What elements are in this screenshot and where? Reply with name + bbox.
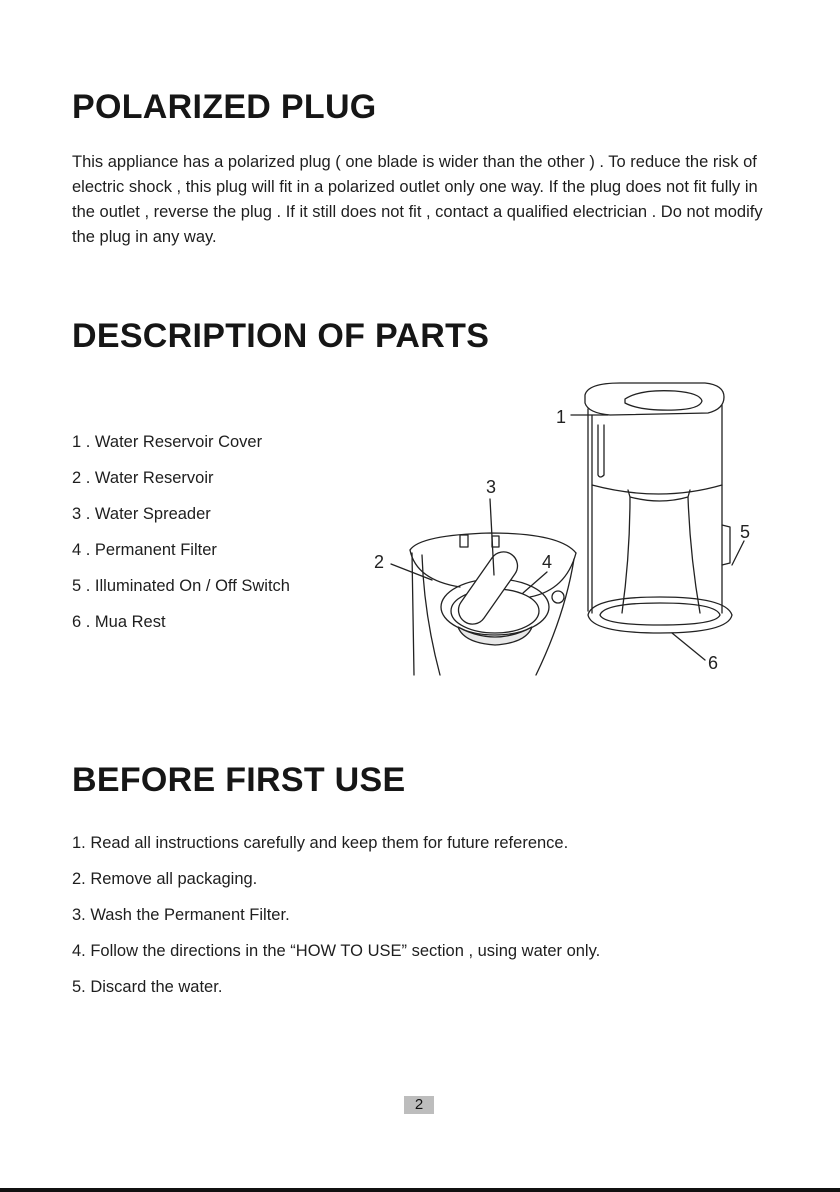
polarized-plug-text: This appliance has a polarized plug ( one blade is wider than the other ) . To reduce the risk of electric shock , this plug will fit in a polarized outlet only one way. If the plug does not fit fully in the outlet , reverse the plug . If it still does not fit , contact a qualified electrician . Do not modify the plug in any way. [72,153,763,246]
first-use-steps [72,832,600,1012]
parts-list-item: 5 . Illuminated On / Off Switch [72,577,290,595]
section-title-polarized-plug: POLARIZED PLUG [72,88,377,126]
callout-2: 2 [374,552,385,572]
callout-4: 4 [542,552,553,572]
step-item: 1. Read all instructions carefully and keep them for future reference. [72,834,569,852]
reservoir-hinge-drawing [460,535,468,547]
section-title-description-of-parts: DESCRIPTION OF PARTS [72,317,490,355]
step-item: 2. Remove all packaging. [72,870,258,888]
callout-3: 3 [486,477,497,497]
coffee-maker-parts-diagram [360,375,770,685]
parts-list-item: 1 . Water Reservoir Cover [72,433,263,451]
section-title-before-first-use: BEFORE FIRST USE [72,761,406,799]
step-item: 4. Follow the directions in the “HOW TO USE” section , using water only. [72,942,601,960]
callout-1: 1 [556,407,567,427]
parts-list-item: 4 . Permanent Filter [72,541,217,559]
page-number: 2 [404,1096,434,1114]
parts-list [72,431,290,647]
callout-6: 6 [708,653,719,673]
water-spreader-drawing [453,546,523,629]
step-item: 3. Wash the Permanent Filter. [72,906,290,924]
parts-list-item: 2 . Water Reservoir [72,469,214,487]
page-bottom-rule [0,1188,840,1192]
on-off-switch-drawing [722,525,730,565]
parts-list-item: 6 . Mua Rest [72,613,166,631]
parts-list-item: 3 . Water Spreader [72,505,211,523]
callout-5: 5 [740,522,751,542]
step-item: 5. Discard the water. [72,978,223,996]
